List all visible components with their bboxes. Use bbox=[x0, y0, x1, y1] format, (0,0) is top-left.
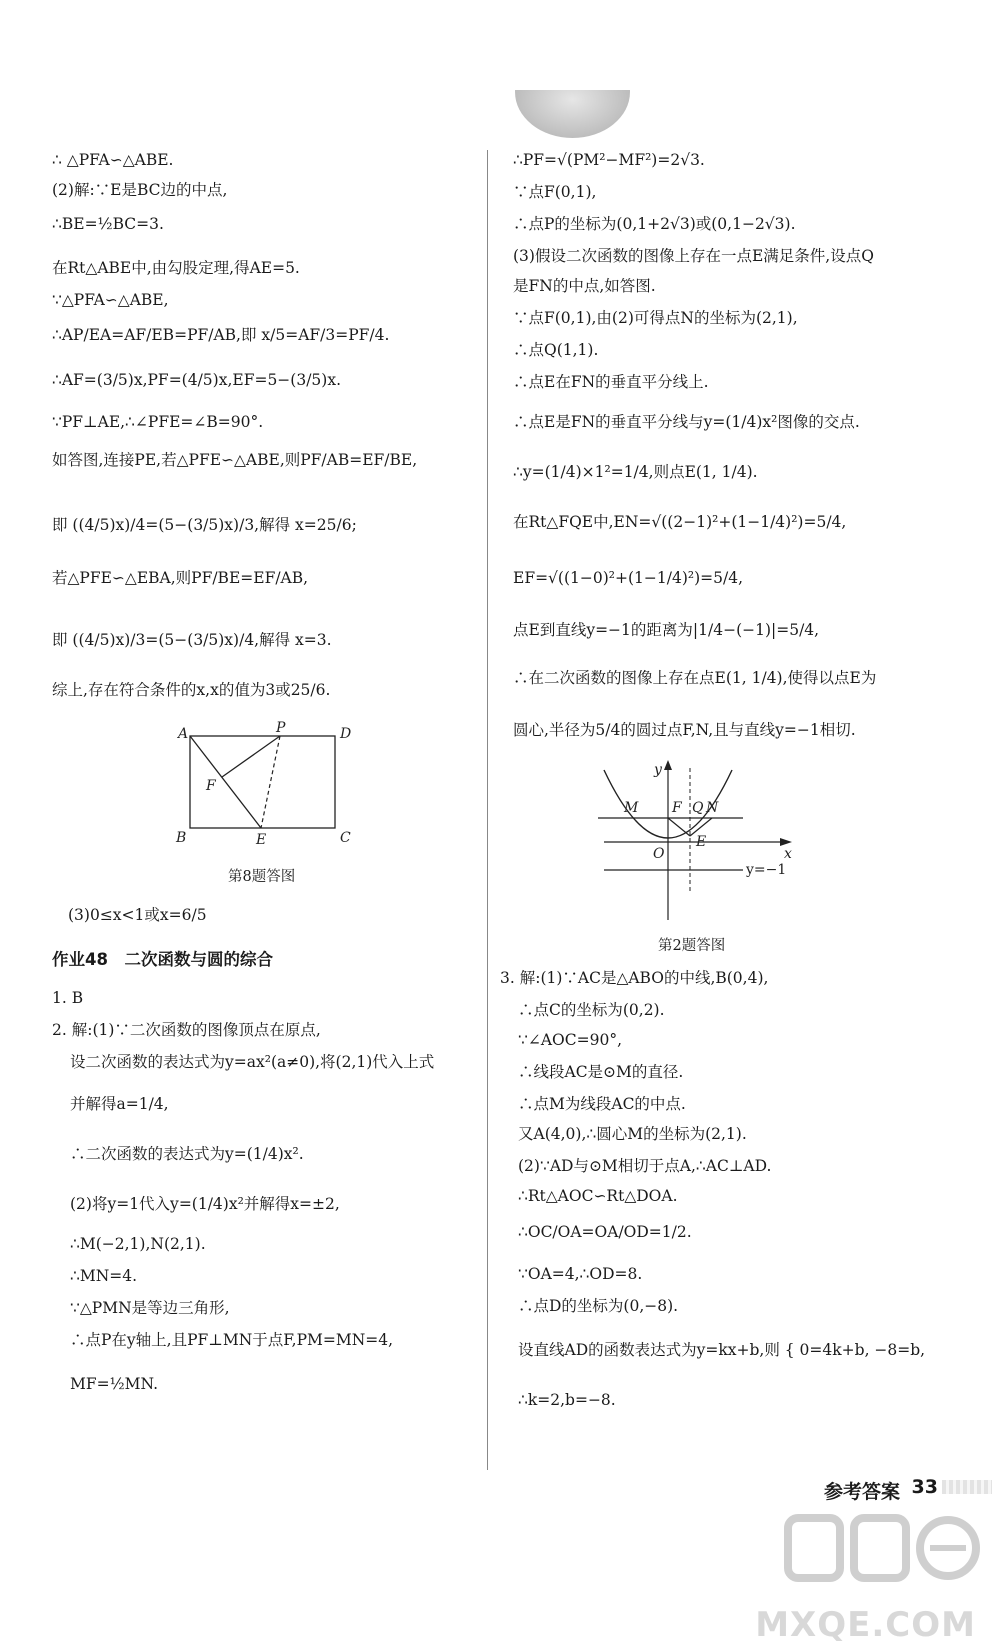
fig8-label: F bbox=[206, 778, 216, 794]
fig8-label: D bbox=[340, 726, 352, 742]
text-line: 2. 解:(1)∵二次函数的图像顶点在原点, bbox=[52, 1021, 321, 1039]
figure-8-diagram bbox=[170, 720, 360, 850]
fig2-label: F bbox=[672, 800, 682, 816]
text-line: ∴k=2,b=−8. bbox=[518, 1391, 616, 1409]
column-divider bbox=[487, 150, 488, 1470]
text-line: ∴ △PFA∽△ABE. bbox=[52, 151, 174, 169]
text-line: ∴点E是FN的垂直平分线与y=(1/4)x²图像的交点. bbox=[513, 413, 860, 431]
text-line: ∴在二次函数的图像上存在点E(1, 1/4),使得以点E为 bbox=[513, 669, 877, 687]
text-line: 3. 解:(1)∵AC是△ABO的中线,B(0,4), bbox=[500, 969, 769, 987]
fig2-label: x bbox=[784, 846, 792, 862]
text-line: ∵PF⊥AE,∴∠PFE=∠B=90°. bbox=[52, 413, 264, 431]
figure-2-caption: 第2题答图 bbox=[658, 938, 726, 954]
text-line: 如答图,连接PE,若△PFE∽△ABE,则PF/AB=EF/BE, bbox=[52, 451, 418, 469]
text-line: 设直线AD的函数表达式为y=kx+b,则 { 0=4k+b, −8=b, bbox=[518, 1341, 926, 1359]
text-line: 点E到直线y=−1的距离为|1/4−(−1)|=5/4, bbox=[513, 621, 820, 639]
text-line: ∴点D的坐标为(0,−8). bbox=[518, 1297, 679, 1315]
figure-8-caption: 第8题答图 bbox=[228, 869, 296, 885]
text-line: ∴OC/OA=OA/OD=1/2. bbox=[518, 1223, 692, 1241]
text-line: (2)将y=1代入y=(1/4)x²并解得x=±2, bbox=[70, 1195, 340, 1213]
text-line: 1. B bbox=[52, 989, 84, 1007]
fig2-label: O bbox=[653, 846, 665, 862]
fig8-label: B bbox=[176, 830, 187, 846]
text-line: (2)∵AD与⊙M相切于点A,∴AC⊥AD. bbox=[518, 1157, 772, 1175]
footer-decoration bbox=[942, 1480, 992, 1494]
text-line: 并解得a=1/4, bbox=[70, 1095, 169, 1113]
text-line: (3)假设二次函数的图像上存在一点E满足条件,设点Q bbox=[513, 247, 874, 265]
text-line: (3)0≤x<1或x=6/5 bbox=[68, 906, 207, 924]
text-line: 是FN的中点,如答图. bbox=[513, 277, 656, 295]
watermark bbox=[755, 1500, 982, 1645]
y-axis-arrow bbox=[664, 760, 672, 770]
text-line: 设二次函数的表达式为y=ax²(a≠0),将(2,1)代入上式 bbox=[70, 1053, 435, 1071]
fig2-label: E bbox=[696, 834, 707, 850]
text-line: ∴点M为线段AC的中点. bbox=[518, 1095, 686, 1113]
text-line: ∴AP/EA=AF/EB=PF/AB,即 x/5=AF/3=PF/4. bbox=[52, 326, 390, 344]
fig8-label: E bbox=[256, 832, 267, 848]
text-line: 即 ((4/5)x)/3=(5−(3/5)x)/4,解得 x=3. bbox=[52, 631, 332, 649]
text-line: ∴PF=√(PM²−MF²)=2√3. bbox=[513, 151, 705, 169]
text-line: 又A(4,0),∴圆心M的坐标为(2,1). bbox=[518, 1125, 747, 1143]
text-line: ∴点C的坐标为(0,2). bbox=[518, 1001, 665, 1019]
text-line: ∴线段AC是⊙M的直径. bbox=[518, 1063, 684, 1081]
segment-fp bbox=[222, 736, 280, 777]
text-line: ∵点F(0,1),由(2)可得点N的坐标为(2,1), bbox=[513, 309, 798, 327]
x-axis-arrow bbox=[780, 838, 792, 846]
page-number: 33 bbox=[911, 1476, 938, 1498]
fig2-label: Q bbox=[692, 800, 704, 816]
text-line: ∴点P在y轴上,且PF⊥MN于点F,PM=MN=4, bbox=[70, 1331, 394, 1349]
text-line: ∴y=(1/4)×1²=1/4,则点E(1, 1/4). bbox=[513, 463, 758, 481]
fig8-label: A bbox=[178, 726, 189, 742]
text-line: ∴点P的坐标为(0,1+2√3)或(0,1−2√3). bbox=[513, 215, 796, 233]
text-line: MF=½MN. bbox=[70, 1375, 159, 1393]
text-line: ∴Rt△AOC∽Rt△DOA. bbox=[518, 1187, 678, 1205]
text-line: ∴点Q(1,1). bbox=[513, 341, 599, 359]
text-line: 即 ((4/5)x)/4=(5−(3/5)x)/3,解得 x=25/6; bbox=[52, 516, 357, 534]
fig2-label: N bbox=[706, 800, 719, 816]
section-title: 作业48 二次函数与圆的综合 bbox=[52, 950, 273, 969]
watermark-logo-icon bbox=[782, 1500, 982, 1595]
text-line: ∵∠AOC=90°, bbox=[518, 1031, 622, 1049]
text-line: 圆心,半径为5/4的圆过点F,N,且与直线y=−1相切. bbox=[513, 721, 856, 739]
text-line: ∴BE=½BC=3. bbox=[52, 215, 164, 233]
text-line: 在Rt△FQE中,EN=√((2−1)²+(1−1/4)²)=5/4, bbox=[513, 513, 847, 531]
text-line: ∴点E在FN的垂直平分线上. bbox=[513, 373, 709, 391]
text-line: ∴M(−2,1),N(2,1). bbox=[70, 1235, 206, 1253]
text-line: ∴MN=4. bbox=[70, 1267, 138, 1285]
fig8-label: C bbox=[340, 830, 351, 846]
fig2-label: M bbox=[624, 800, 639, 816]
segment-pe-dashed bbox=[261, 736, 280, 828]
text-line: EF=√((1−0)²+(1−1/4)²)=5/4, bbox=[513, 569, 743, 587]
segment-fe bbox=[668, 818, 690, 836]
text-line: 综上,存在符合条件的x,x的值为3或25/6. bbox=[52, 681, 331, 699]
figure-2-diagram bbox=[598, 758, 798, 928]
text-line: (2)解:∵E是BC边的中点, bbox=[52, 181, 228, 199]
text-line: ∵OA=4,∴OD=8. bbox=[518, 1265, 643, 1283]
text-line: ∴二次函数的表达式为y=(1/4)x². bbox=[70, 1145, 304, 1163]
segment-ae bbox=[190, 736, 261, 828]
text-line: ∵△PFA∽△ABE, bbox=[52, 291, 169, 309]
fig2-label: y=−1 bbox=[746, 862, 787, 878]
fig2-label: y bbox=[654, 762, 662, 778]
text-line: ∵点F(0,1), bbox=[513, 183, 597, 201]
text-line: ∴AF=(3/5)x,PF=(4/5)x,EF=5−(3/5)x. bbox=[52, 371, 341, 389]
text-line: 若△PFE∽△EBA,则PF/BE=EF/AB, bbox=[52, 569, 309, 587]
text-line: 在Rt△ABE中,由勾股定理,得AE=5. bbox=[52, 259, 300, 277]
text-line: ∵△PMN是等边三角形, bbox=[70, 1299, 230, 1317]
decorative-header-ornament bbox=[515, 90, 630, 138]
fig8-label: P bbox=[276, 720, 286, 736]
watermark-text: MXQE.COM bbox=[755, 1605, 976, 1645]
footer-section-label: 参考答案 bbox=[823, 1481, 900, 1503]
